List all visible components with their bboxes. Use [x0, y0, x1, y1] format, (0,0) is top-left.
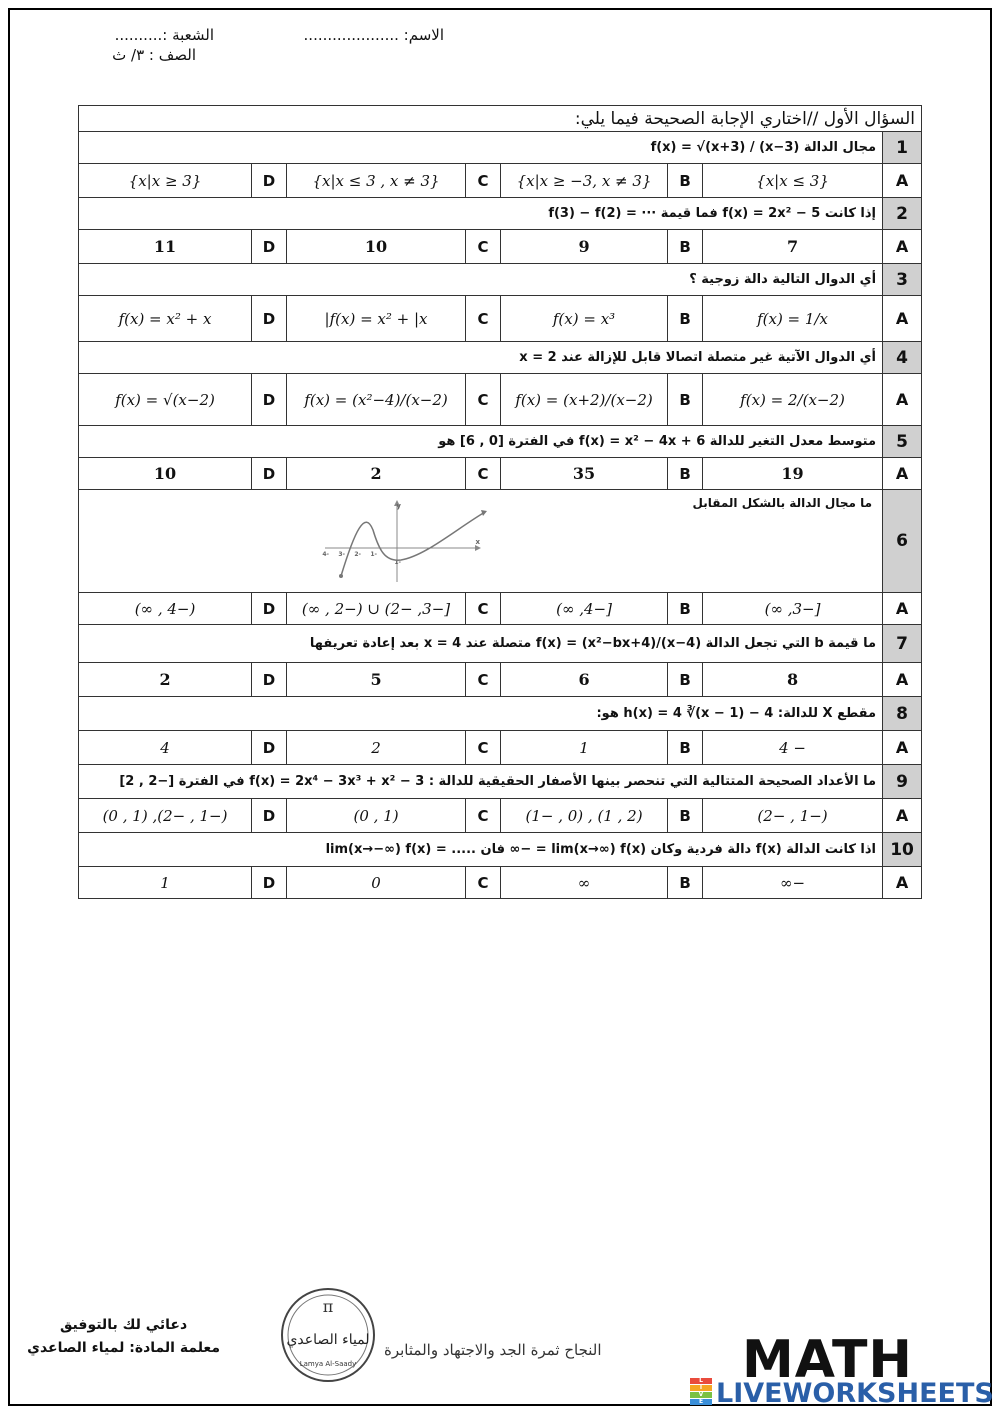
option-letter-c: C — [466, 663, 501, 697]
answer-option[interactable]: 11 — [79, 230, 252, 264]
live-letter: L — [690, 1378, 712, 1384]
graph-endpoint — [339, 574, 343, 578]
footer-wish: دعائي لك بالتوفيق — [59, 1317, 188, 1333]
answer-option[interactable]: {x|x ≥ −3, x ≠ 3} — [501, 164, 668, 198]
answer-option[interactable]: f(x) = x² + x — [79, 296, 252, 342]
answer-option[interactable]: {x|x ≤ 3 , x ≠ 3} — [287, 164, 466, 198]
question-number: 8 — [883, 697, 922, 731]
option-letter-b: B — [668, 799, 703, 833]
answer-option[interactable]: f(x) = √(x−2) — [79, 374, 252, 426]
option-letter-d: D — [252, 867, 287, 899]
option-letter-a: A — [883, 458, 922, 490]
option-letter-d: D — [252, 731, 287, 765]
question-number: 2 — [883, 198, 922, 230]
quiz-title: السؤال الأول //اختاري الإجابة الصحيحة فيما يلي: — [79, 106, 922, 132]
option-letter-c: C — [466, 867, 501, 899]
option-letter-d: D — [252, 374, 287, 426]
question-number: 4 — [883, 342, 922, 374]
answer-option[interactable]: 2 — [287, 731, 466, 765]
answer-option[interactable]: 10 — [79, 458, 252, 490]
option-letter-d: D — [252, 164, 287, 198]
option-letter-b: B — [668, 731, 703, 765]
option-letter-a: A — [883, 593, 922, 625]
question-number: 10 — [883, 833, 922, 867]
answer-option[interactable]: 1 — [501, 731, 668, 765]
live-letter: V — [690, 1392, 712, 1398]
brand-liveworksheets: LIVEWORKSHEETS — [716, 1378, 994, 1409]
footer-teacher: معلمة المادة: لمياء الصاعدي — [27, 1340, 220, 1356]
option-letter-c: C — [466, 731, 501, 765]
answer-option[interactable]: 4 — [79, 731, 252, 765]
answer-option[interactable]: [−3, −2) ∪ (−2 , ∞) — [287, 593, 466, 625]
live-letter: I — [690, 1385, 712, 1391]
answer-option[interactable]: (−1 , −2) — [703, 799, 883, 833]
answer-option[interactable]: 8 — [703, 663, 883, 697]
question-text: ما مجال الدالة بالشكل المقابل — [692, 496, 873, 510]
answer-option[interactable]: (−1 , −2), (1 , 0) — [79, 799, 252, 833]
option-letter-b: B — [668, 374, 703, 426]
question-number: 3 — [883, 264, 922, 296]
option-letter-d: D — [252, 230, 287, 264]
graph-y-tick-label: -1 — [394, 559, 401, 566]
graph-tick-label: -4 — [322, 551, 329, 558]
answer-option[interactable]: 5 — [287, 663, 466, 697]
graph-tick-label: -2 — [354, 551, 361, 558]
option-letter-d: D — [252, 663, 287, 697]
option-letter-d: D — [252, 296, 287, 342]
option-letter-b: B — [668, 164, 703, 198]
answer-option[interactable]: f(x) = x² + |x| — [287, 296, 466, 342]
seal-graphic — [279, 1286, 377, 1384]
option-letter-c: C — [466, 799, 501, 833]
answer-option[interactable]: {x|x ≥ 3} — [79, 164, 252, 198]
question-text: أي الدوال التالية دالة زوجية ؟ — [79, 264, 883, 296]
answer-option[interactable]: − 4 — [703, 731, 883, 765]
seal-pi: π — [322, 1297, 334, 1316]
option-letter-a: A — [883, 731, 922, 765]
answer-option[interactable]: f(x) = 2/(x−2) — [703, 374, 883, 426]
answer-option[interactable]: f(x) = 1/x — [703, 296, 883, 342]
option-letter-d: D — [252, 799, 287, 833]
answer-option[interactable]: 1 — [79, 867, 252, 899]
option-letter-c: C — [466, 374, 501, 426]
answer-option[interactable]: [−4, ∞) — [501, 593, 668, 625]
answer-option[interactable]: f(x) = (x+2)/(x−2) — [501, 374, 668, 426]
answer-option[interactable]: 7 — [703, 230, 883, 264]
option-letter-b: B — [668, 296, 703, 342]
question-text: مجال الدالة f(x) = √(x+3) / (x−3) — [79, 132, 883, 164]
answer-option[interactable]: (1 , 0) — [287, 799, 466, 833]
question-text: مقطع X للدالة: h(x) = 4 ∛(x − 1) − 4 هو: — [79, 697, 883, 731]
answer-option[interactable]: 6 — [501, 663, 668, 697]
option-letter-c: C — [466, 230, 501, 264]
class-label: الصف : ٣/ ث — [112, 46, 196, 64]
option-letter-b: B — [668, 867, 703, 899]
seal-text: لمياء الصاعدي — [286, 1332, 370, 1348]
option-letter-c: C — [466, 164, 501, 198]
question-text: ما الأعداد الصحيحة المتتالية التي تنحصر بينها الأصفار الحقيقية للدالة : f(x) = 2x⁴ − 3x³ + x² − 3 في الفترة [−2 , 2] — [79, 765, 883, 799]
section-label: الشعبة :.......... — [114, 26, 214, 44]
question-text: ما قيمة b التي تجعل الدالة f(x) = (x²−bx+4)/(x−4) متصلة عند x = 4 بعد إعادة تعريفها — [79, 625, 883, 663]
option-letter-b: B — [668, 593, 703, 625]
footer-signature — [27, 1314, 220, 1360]
question-text: متوسط معدل التغير للدالة f(x) = x² − 4x + 6 في الفترة [0 , 6] هو — [79, 426, 883, 458]
graph-tick-label: -3 — [338, 551, 345, 558]
question-text: أي الدوال الآتية غير متصلة اتصالا قابل للإزالة عند x = 2 — [79, 342, 883, 374]
option-letter-c: C — [466, 296, 501, 342]
teacher-seal — [279, 1286, 377, 1388]
answer-option[interactable]: 2 — [287, 458, 466, 490]
graph-tick-label: -1 — [370, 551, 377, 558]
answer-option[interactable]: 19 — [703, 458, 883, 490]
brand-math: MATH — [742, 1330, 913, 1390]
question-number: 1 — [883, 132, 922, 164]
answer-option[interactable]: 9 — [501, 230, 668, 264]
answer-option[interactable]: 2 — [79, 663, 252, 697]
graph-x-label: x — [475, 538, 480, 546]
live-badge — [690, 1378, 712, 1405]
liveworksheets-brand[interactable] — [690, 1330, 994, 1410]
option-letter-c: C — [466, 458, 501, 490]
option-letter-a: A — [883, 230, 922, 264]
question-text: اذا كانت الدالة f(x) دالة فردية وكان lim(x→∞) f(x) = −∞ فان ..... = lim(x→−∞) f(x) — [79, 833, 883, 867]
option-letter-a: A — [883, 164, 922, 198]
option-letter-d: D — [252, 458, 287, 490]
answer-option[interactable]: (−4 , ∞) — [79, 593, 252, 625]
option-letter-d: D — [252, 593, 287, 625]
graph-curve — [341, 512, 485, 576]
option-letter-b: B — [668, 663, 703, 697]
question-number: 9 — [883, 765, 922, 799]
question-number: 6 — [883, 490, 922, 593]
answer-option[interactable]: {x|x ≤ 3} — [703, 164, 883, 198]
live-letter: E — [690, 1399, 712, 1405]
student-name-label: الاسم: .................... — [303, 26, 444, 44]
option-letter-a: A — [883, 799, 922, 833]
option-letter-a: A — [883, 663, 922, 697]
question-text: إذا كانت f(x) = 2x² − 5 فما قيمة ··· = f(3) − f(2) — [79, 198, 883, 230]
answer-option[interactable]: f(x) = x³ — [501, 296, 668, 342]
option-letter-b: B — [668, 458, 703, 490]
answer-option[interactable]: 10 — [287, 230, 466, 264]
function-graph — [322, 500, 495, 586]
answer-option[interactable]: −∞ — [703, 867, 883, 899]
option-letter-a: A — [883, 296, 922, 342]
option-letter-a: A — [883, 374, 922, 426]
answer-option[interactable]: ∞ — [501, 867, 668, 899]
answer-option[interactable]: f(x) = (x²−4)/(x−2) — [287, 374, 466, 426]
answer-option[interactable]: 35 — [501, 458, 668, 490]
option-letter-a: A — [883, 867, 922, 899]
answer-option[interactable]: 0 — [287, 867, 466, 899]
motto-text: النجاح ثمرة الجد والاجتهاد والمثابرة — [384, 1341, 602, 1359]
answer-option[interactable]: [−3, ∞) — [703, 593, 883, 625]
option-letter-b: B — [668, 230, 703, 264]
quiz-table — [78, 105, 922, 899]
graph-y-label: y — [396, 502, 401, 510]
answer-option[interactable]: (2 , 1) , (0 , −1) — [501, 799, 668, 833]
seal-sub: Lamya Al-Saady — [299, 1360, 357, 1368]
question-number: 5 — [883, 426, 922, 458]
option-letter-c: C — [466, 593, 501, 625]
question-number: 7 — [883, 625, 922, 663]
